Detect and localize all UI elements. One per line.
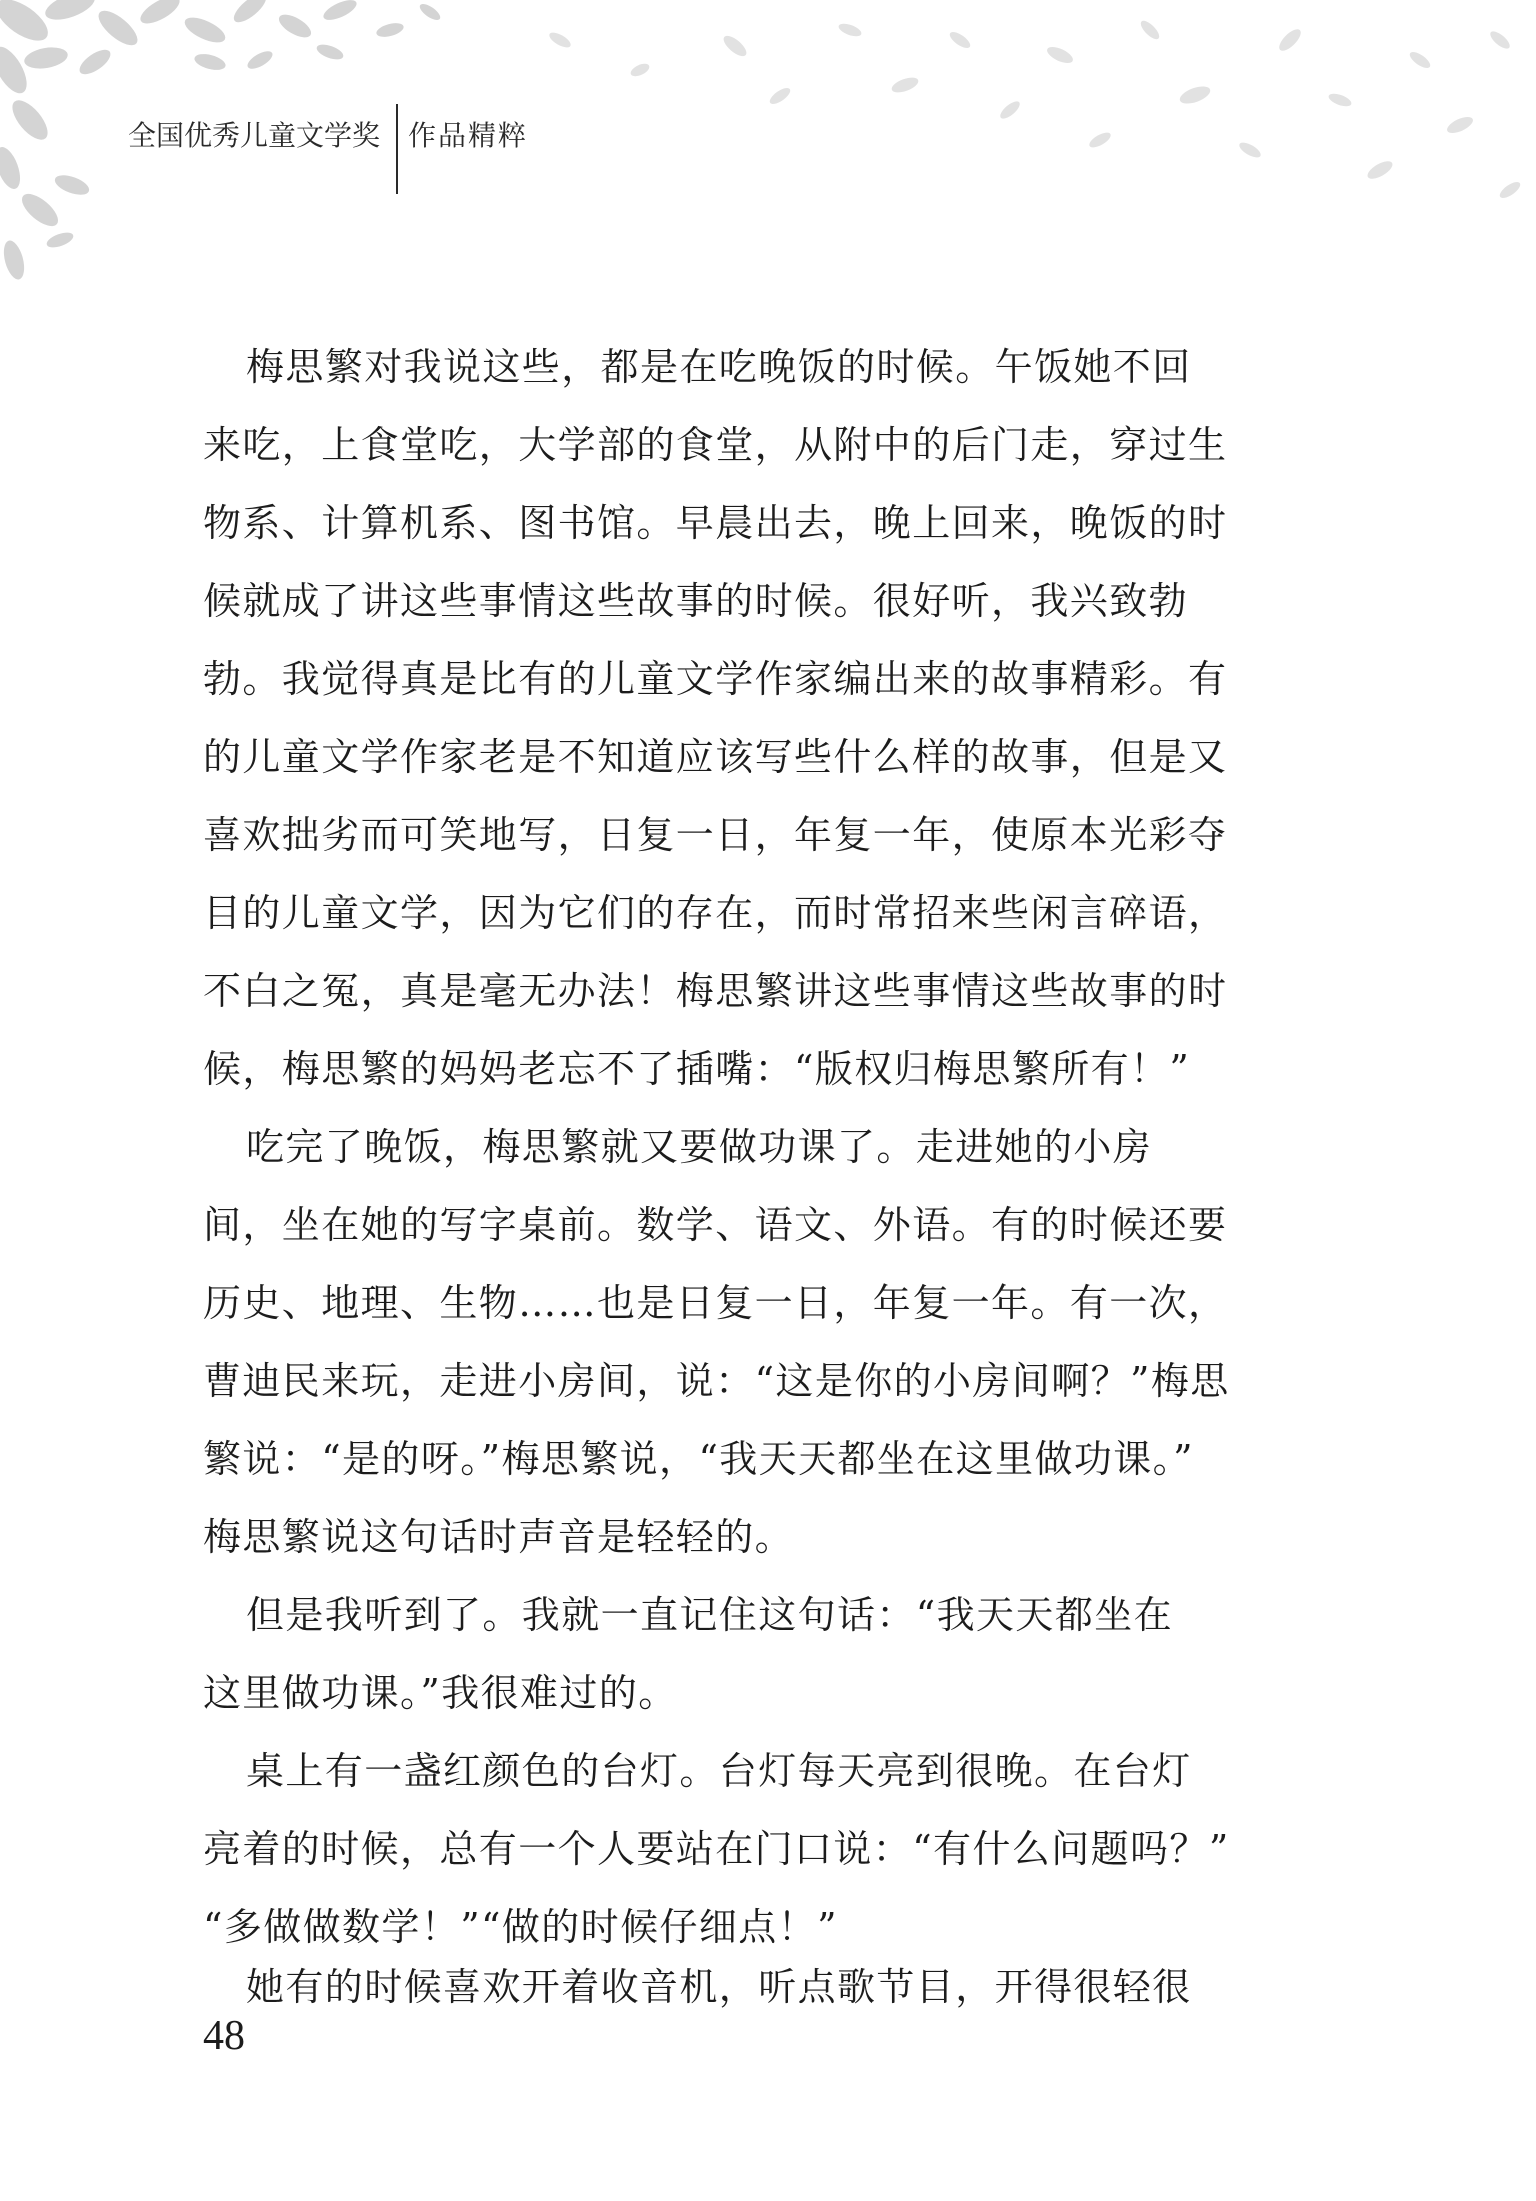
text-line: 曹迪民来玩，走进小房间，说：“这是你的小房间啊？”梅思 [203, 1359, 1230, 1403]
text-line: 不白之冤，真是毫无办法！梅思繁讲这些事情这些故事的时 [203, 969, 1228, 1013]
header-divider [396, 104, 398, 194]
text-line: 繁说：“是的呀。”梅思繁说，“我天天都坐在这里做功课。” [203, 1437, 1194, 1481]
text-line: 梅思繁对我说这些，都是在吃晚饭的时候。午饭她不回 [246, 345, 1192, 389]
text-line: 梅思繁说这句话时声音是轻轻的。 [203, 1515, 795, 1559]
text-line: 间，坐在她的写字桌前。数学、语文、外语。有的时候还要 [203, 1203, 1228, 1247]
text-line: 她有的时候喜欢开着收音机，听点歌节目，开得很轻很 [246, 1965, 1192, 2009]
text-line: 勃。我觉得真是比有的儿童文学作家编出来的故事精彩。有 [203, 657, 1228, 701]
text-line: 物系、计算机系、图书馆。早晨出去，晚上回来，晚饭的时 [203, 501, 1228, 545]
text-line: 这里做功课。”我很难过的。 [203, 1671, 678, 1715]
series-title: 全国优秀儿童文学奖 [128, 119, 381, 152]
text-line: 桌上有一盏红颜色的台灯。台灯每天亮到很晚。在台灯 [246, 1749, 1192, 1793]
text-line: 候，梅思繁的妈妈老忘不了插嘴：“版权归梅思繁所有！” [203, 1047, 1191, 1091]
text-line: 喜欢拙劣而可笑地写，日复一日，年复一年，使原本光彩夺 [203, 813, 1228, 857]
text-line: 的儿童文学作家老是不知道应该写些什么样的故事，但是又 [203, 735, 1228, 779]
text-line: 候就成了讲这些事情这些故事的时候。很好听，我兴致勃 [203, 579, 1189, 623]
leaf-decoration [0, 0, 1536, 330]
text-line: 历史、地理、生物……也是日复一日，年复一年。有一次， [203, 1281, 1228, 1325]
page-number: 48 [203, 2013, 245, 2059]
text-line: 目的儿童文学，因为它们的存在，而时常招来些闲言碎语， [203, 891, 1228, 935]
section-title: 作品精粹 [408, 119, 529, 152]
text-line: 吃完了晚饭，梅思繁就又要做功课了。走进她的小房 [246, 1125, 1153, 1169]
text-line: 但是我听到了。我就一直记住这句话：“我天天都坐在 [246, 1593, 1174, 1637]
text-line: 来吃，上食堂吃，大学部的食堂，从附中的后门走，穿过生 [203, 423, 1228, 467]
text-line: 亮着的时候，总有一个人要站在门口说：“有什么问题吗？” [203, 1827, 1230, 1871]
text-line: “多做做数学！”“做的时候仔细点！” [203, 1905, 838, 1949]
